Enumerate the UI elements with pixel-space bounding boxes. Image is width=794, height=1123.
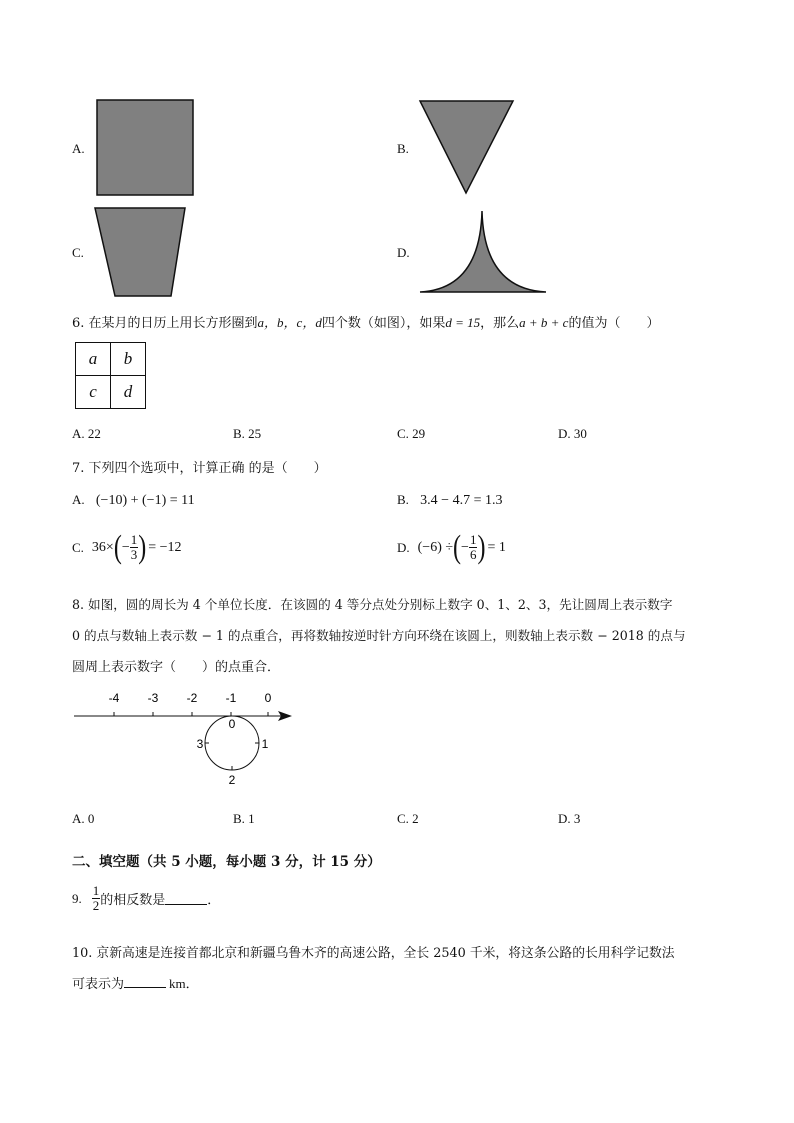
section-2-title: 二、填空题（共 5 小题，每小题 3 分，计 15 分） [72,854,381,870]
circle-label-2: 2 [228,773,236,787]
q9-fraction: $\frac{1}{2}$ [92,883,100,913]
q7-c-lead: 36× [91,539,114,555]
q10-line-2-pre: 可表示为 [72,977,125,992]
tick-label-neg3: -3 [147,691,159,705]
circle-label-1: 1 [261,737,269,751]
q7-b-expr: 3.4 − 4.7 = 1.3 [420,493,503,508]
q6-condition: d = 15 [445,315,481,330]
q7-a-label: A. [72,492,85,507]
q7-choice-a [72,492,195,509]
tick-label-0: 0 [264,691,272,705]
q7-c-fraction: $\frac{1}{3}$ [130,532,138,562]
q6-choice-b: B. 25 [233,426,262,441]
q8-choice-d: D. 3 [558,811,581,826]
tick-label-neg2: -2 [186,691,198,705]
q6-mid: 四个数（如图），如果 [321,316,446,331]
q7-choice-b [397,492,502,509]
q10-answer-blank[interactable] [124,975,166,988]
q6-vars: a，b，c，d [257,315,322,330]
q5-option-d-label: D. [397,245,410,260]
q8-line-2: 0 的点与数轴上表示数 − 1 的点重合，再将数轴按逆时针方向环绕在该圆上，则数轴上表示数 − 2018 的点与 [72,628,686,643]
grid-cell-c: c [76,376,111,409]
circle-label-3: 3 [196,737,204,751]
q9-number: 9. [72,890,82,906]
q6-prefix: 6. 在某月的日历上用长方形圈到 [72,316,258,331]
q10-line-2 [72,973,199,992]
number-axis-circle-figure [70,685,300,790]
grid-cell-d: d [111,376,146,409]
q5-option-b-label: B. [397,141,409,156]
q10-unit: km． [169,976,199,991]
q7-choice-c: C. 36× ( − $\frac{1}{3}$ ) = −12 [72,529,182,566]
q6-expression: a + b + c [519,315,569,330]
circle-label-0: 0 [228,717,236,731]
grid-cell-b: b [111,343,146,376]
q6-choice-c: C. 29 [397,426,426,441]
q7-b-label: B. [397,492,409,507]
q9-end: ． [207,893,221,908]
q9-answer-blank[interactable] [165,892,207,905]
q7-d-tail: = 1 [487,539,506,555]
q7-choice-d: D. (−6) ÷ ( − $\frac{1}{6}$ ) = 1 [397,529,506,566]
q10-line-1: 10. 京新高速是连接首都北京和新疆乌鲁木齐的高速公路，全长 2540 千米，将这条公路的长用科学记数法 [72,946,675,961]
square-figure [96,99,196,199]
concave-cusp-figure [418,209,550,297]
trapezoid-figure [93,206,188,300]
tick-label-neg4: -4 [108,691,120,705]
q7-stem: 7. 下列四个选项中，计算正确 的是（ ） [72,461,327,476]
q6-choice-a: A. 22 [72,426,101,441]
q8-choice-c: C. 2 [397,811,419,826]
q8-line-1: 8. 如图，圆的周长为 4 个单位长度．在该圆的 4 等分点处分别标上数字 0、1、2、3，先让圆周上表示数字 [72,597,673,612]
q7-d-lead: (−6) ÷ [417,539,454,555]
q6-stem [72,312,659,331]
q7-a-expr: (−10) + (−1) = 11 [95,493,195,508]
q5-option-c-label: C. [72,245,84,260]
grid-cell-a: a [76,343,111,376]
tick-label-neg1: -1 [225,691,237,705]
q8-choice-a: A. 0 [72,811,95,826]
q7-d-label: D. [397,539,410,555]
calendar-grid [75,342,146,409]
q8-choice-b: B. 1 [233,811,255,826]
q6-suffix: 的值为（ ） [568,316,660,331]
inverted-triangle-figure [418,99,518,197]
q5-option-a-label: A. [72,141,85,156]
q9-text: 的相反数是 [100,893,166,908]
q7-c-tail: = −12 [148,539,182,555]
q9-stem [72,884,220,913]
q8-line-3: 圆周上表示数字（ ）的点重合． [72,660,281,675]
q6-mid2: ，那么 [480,316,520,331]
q6-choice-d: D. 30 [558,426,587,441]
q7-c-label: C. [72,539,84,555]
q7-d-fraction: $\frac{1}{6}$ [469,532,477,562]
